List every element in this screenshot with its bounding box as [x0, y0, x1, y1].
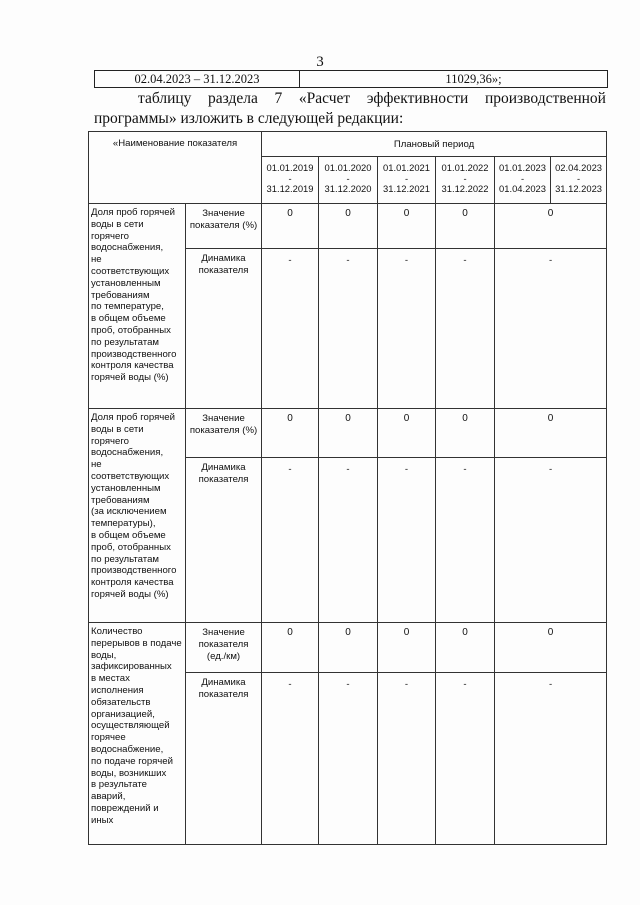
- dynamics-value: -: [495, 458, 607, 623]
- indicator-name: [89, 204, 186, 409]
- indicator-name-line: требованиям: [91, 289, 150, 301]
- word: эффективности: [366, 90, 469, 107]
- period-header-cell: [378, 157, 436, 204]
- indicator-name-line: горячей воды (%): [91, 588, 169, 600]
- indicator-name-line: иных: [91, 814, 114, 826]
- dynamics-label: Динамика показателя: [186, 458, 262, 623]
- efficiency-table: [88, 131, 607, 845]
- indicator-value: 0: [378, 204, 436, 249]
- indicator-name: [89, 409, 186, 623]
- indicator-name-line: по результатам: [91, 336, 160, 348]
- indicator-name-line: Доля проб горячей: [91, 412, 175, 423]
- indicator-name-line: водоснабжение,: [91, 743, 164, 755]
- indicator-name: [89, 623, 186, 845]
- indicator-name-line: контроля качества: [91, 360, 174, 372]
- indicator-name-line: повреждений и: [91, 802, 159, 814]
- dynamics-value: -: [495, 673, 607, 845]
- paragraph-line-2: программы» изложить в следующей редакции:: [94, 110, 404, 127]
- indicator-name-line: горячее: [91, 732, 126, 744]
- previous-table-last-row: [94, 70, 608, 88]
- indicator-value: 0: [319, 409, 378, 458]
- word: раздела: [208, 90, 258, 107]
- dynamics-value: -: [319, 673, 378, 845]
- indicator-name-line: зафиксированных: [91, 661, 172, 673]
- dynamics-value: -: [495, 249, 607, 409]
- period-to: 31.12.2022: [441, 182, 489, 194]
- indicator-value: 0: [436, 409, 495, 458]
- indicator-name-line: организацией,: [91, 708, 155, 720]
- indicator-value: 0: [262, 623, 319, 673]
- period-from: 02.04.2023: [555, 162, 602, 173]
- period-to: 31.12.2023: [555, 182, 602, 194]
- indicator-name-line: по температуре,: [91, 301, 164, 313]
- indicator-value: 0: [378, 623, 436, 673]
- indicator-name-line: в местах: [91, 673, 130, 685]
- period-to: 31.12.2020: [324, 182, 372, 194]
- word: производственной: [484, 90, 606, 107]
- indicator-name-line: не: [91, 254, 102, 266]
- dynamics-value: -: [436, 673, 495, 845]
- indicator-name-line: соответствующих: [91, 265, 170, 277]
- indicator-name-line: водоснабжения,: [91, 447, 164, 459]
- indicator-value: 0: [319, 204, 378, 249]
- period-sep: -: [520, 172, 525, 184]
- header-planned-period: Плановый период: [262, 132, 607, 157]
- period-from: 01.01.2020: [324, 162, 372, 173]
- period-sep: -: [576, 172, 581, 184]
- indicator-value: 0: [495, 623, 607, 673]
- indicator-name-line: Количество: [91, 626, 143, 637]
- dynamics-value: -: [378, 673, 436, 845]
- indicator-value: 0: [495, 409, 607, 458]
- period-sep: -: [346, 172, 350, 184]
- amount-cell: 11029,36»;: [445, 72, 502, 86]
- period-from: 01.01.2019: [266, 162, 314, 173]
- dynamics-value: -: [262, 673, 319, 845]
- indicator-value: 0: [436, 623, 495, 673]
- period-from: 01.01.2021: [383, 162, 430, 173]
- indicator-name-line: аварий,: [91, 791, 126, 803]
- paragraph-line-1: [94, 89, 606, 109]
- value-label: Значение показателя (%): [186, 409, 262, 458]
- indicator-name-line: в результате: [91, 779, 147, 791]
- period-sep: -: [288, 172, 292, 184]
- indicator-name-line: воды,: [91, 649, 117, 661]
- value-label: Значение показателя (ед./км): [186, 623, 262, 673]
- indicator-name-line: проб, отобранных: [91, 324, 171, 336]
- indicator-name-line: Доля проб горячей: [91, 207, 175, 218]
- word: «Расчет: [298, 90, 351, 107]
- indicator-name-line: горячей воды (%): [91, 372, 169, 384]
- indicator-name-line: производственного: [91, 348, 177, 360]
- period-from: 01.01.2022: [441, 162, 489, 173]
- dynamics-value: -: [436, 249, 495, 409]
- word: таблицу: [138, 90, 192, 107]
- indicator-name-line: установленным: [91, 277, 161, 289]
- indicator-name-line: осуществляющей: [91, 720, 170, 732]
- period-from: 01.01.2023: [499, 162, 546, 173]
- value-label: Значение показателя (%): [186, 204, 262, 249]
- indicator-name-line: перерывов в подаче: [91, 637, 182, 649]
- indicator-name-line: исполнения: [91, 684, 144, 696]
- dynamics-value: -: [262, 458, 319, 623]
- period-header-cell: [551, 157, 607, 204]
- indicator-name-line: (за исключением: [91, 506, 167, 518]
- indicator-name-line: воды в сети: [91, 218, 144, 230]
- indicator-name-line: водоснабжения,: [91, 242, 164, 254]
- page-number: 3: [316, 54, 324, 70]
- indicator-name-line: обязательств: [91, 696, 151, 708]
- indicator-name-line: по подаче горячей: [91, 755, 173, 767]
- amendment-paragraph: [94, 89, 606, 129]
- indicator-name-line: требованиям: [91, 494, 150, 506]
- indicator-value: 0: [378, 409, 436, 458]
- indicator-name-line: горячего: [91, 230, 130, 242]
- indicator-name-line: в общем объеме: [91, 313, 166, 325]
- period-header-cell: [495, 157, 551, 204]
- indicator-name-line: установленным: [91, 482, 161, 494]
- period-header-cell: [262, 157, 319, 204]
- period-sep: -: [463, 172, 467, 184]
- period-header-cell: [436, 157, 495, 204]
- indicator-value: 0: [319, 623, 378, 673]
- indicator-name-line: в общем объеме: [91, 529, 166, 541]
- header-indicator-name: «Наименование показателя: [89, 132, 262, 204]
- indicator-name-line: воды, возникших: [91, 767, 167, 779]
- period-to: 31.12.2021: [383, 182, 430, 194]
- period-to: 31.12.2019: [266, 182, 314, 194]
- dynamics-value: -: [378, 249, 436, 409]
- indicator-value: 0: [262, 204, 319, 249]
- period-cell: 02.04.2023 – 31.12.2023: [95, 71, 300, 87]
- dynamics-value: -: [319, 249, 378, 409]
- indicator-name-line: воды в сети: [91, 423, 144, 435]
- dynamics-value: -: [378, 458, 436, 623]
- dynamics-label: Динамика показателя: [186, 249, 262, 409]
- word: 7: [274, 90, 283, 107]
- period-header-cell: [319, 157, 378, 204]
- dynamics-value: -: [436, 458, 495, 623]
- dynamics-value: -: [262, 249, 319, 409]
- dynamics-label: Динамика показателя: [186, 673, 262, 845]
- indicator-name-line: производственного: [91, 565, 177, 577]
- indicator-value: 0: [495, 204, 607, 249]
- period-to: 01.04.2023: [499, 182, 546, 194]
- indicator-name-line: проб, отобранных: [91, 541, 171, 553]
- indicator-name-line: по результатам: [91, 553, 160, 565]
- indicator-name-line: горячего: [91, 435, 130, 447]
- period-sep: -: [404, 172, 409, 184]
- indicator-value: 0: [262, 409, 319, 458]
- dynamics-value: -: [319, 458, 378, 623]
- indicator-name-line: соответствующих: [91, 470, 170, 482]
- indicator-name-line: температуры),: [91, 518, 156, 530]
- indicator-name-line: не: [91, 459, 102, 471]
- indicator-name-line: контроля качества: [91, 577, 174, 589]
- indicator-value: 0: [436, 204, 495, 249]
